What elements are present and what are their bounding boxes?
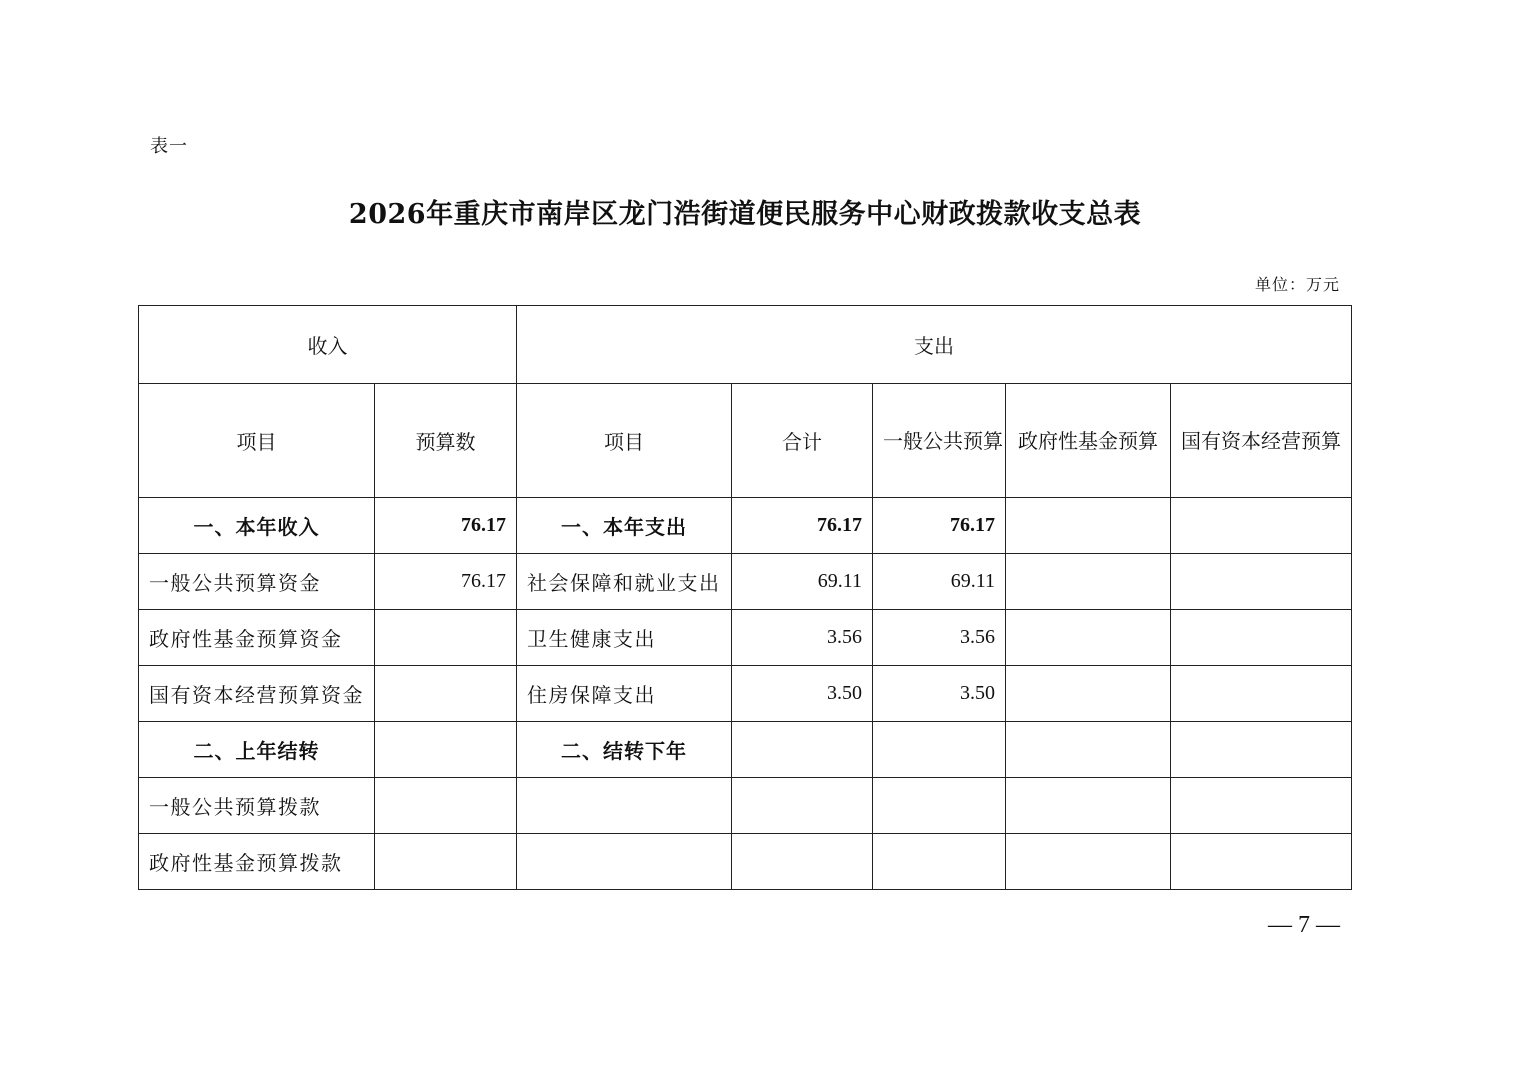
state-capital-value	[1171, 722, 1352, 778]
income-amount: 76.17	[375, 554, 517, 610]
income-item: 国有资本经营预算资金	[139, 666, 375, 722]
expense-item: 社会保障和就业支出	[517, 554, 732, 610]
state-capital-value	[1171, 778, 1352, 834]
general-budget-value	[873, 834, 1006, 890]
unit-label: 单位：万元	[1254, 275, 1340, 294]
expense-item: 一、本年支出	[517, 498, 732, 554]
state-capital-budget-header: 国有资本经营预算	[1171, 384, 1352, 498]
gov-fund-value	[1006, 554, 1171, 610]
income-header: 收入	[139, 306, 517, 384]
page-number: — 7 —	[1268, 912, 1340, 938]
table-row	[139, 834, 1352, 890]
document-title: 2026年重庆市南岸区龙门浩街道便民服务中心财政拨款收支总表	[348, 199, 1142, 230]
expense-total	[732, 834, 873, 890]
gov-fund-budget-header: 政府性基金预算	[1006, 384, 1171, 498]
general-budget-value: 3.56	[873, 610, 1006, 666]
income-amount: 76.17	[375, 498, 517, 554]
budget-amount-header: 预算数	[375, 384, 517, 498]
income-amount	[375, 722, 517, 778]
expense-item: 卫生健康支出	[517, 610, 732, 666]
general-budget-value: 3.50	[873, 666, 1006, 722]
income-amount	[375, 778, 517, 834]
expense-header: 支出	[517, 306, 1352, 384]
expense-item: 住房保障支出	[517, 666, 732, 722]
income-item: 一般公共预算拨款	[139, 778, 375, 834]
table-label: 表一	[150, 136, 188, 157]
expense-item: 二、结转下年	[517, 722, 732, 778]
budget-summary-table	[138, 305, 1352, 890]
table-row	[139, 498, 1352, 554]
income-item: 二、上年结转	[139, 722, 375, 778]
income-amount	[375, 610, 517, 666]
expense-item	[517, 778, 732, 834]
group-header-row	[139, 306, 1352, 384]
income-item: 政府性基金预算拨款	[139, 834, 375, 890]
expense-total	[732, 778, 873, 834]
general-budget-value	[873, 722, 1006, 778]
table-row	[139, 666, 1352, 722]
income-item: 一、本年收入	[139, 498, 375, 554]
state-capital-value	[1171, 834, 1352, 890]
income-item: 政府性基金预算资金	[139, 610, 375, 666]
expense-total: 69.11	[732, 554, 873, 610]
expense-total: 3.50	[732, 666, 873, 722]
income-amount	[375, 834, 517, 890]
table-row	[139, 610, 1352, 666]
gov-fund-value	[1006, 610, 1171, 666]
state-capital-value	[1171, 554, 1352, 610]
gov-fund-value	[1006, 778, 1171, 834]
state-capital-value	[1171, 498, 1352, 554]
gov-fund-value	[1006, 722, 1171, 778]
state-capital-value	[1171, 666, 1352, 722]
general-budget-value: 69.11	[873, 554, 1006, 610]
expense-total	[732, 722, 873, 778]
gov-fund-value	[1006, 498, 1171, 554]
table-row	[139, 554, 1352, 610]
table-row	[139, 778, 1352, 834]
expense-item	[517, 834, 732, 890]
income-item-header: 项目	[139, 384, 375, 498]
column-header-row	[139, 384, 1352, 498]
expense-total: 3.56	[732, 610, 873, 666]
general-budget-value	[873, 778, 1006, 834]
gov-fund-value	[1006, 834, 1171, 890]
state-capital-value	[1171, 610, 1352, 666]
income-item: 一般公共预算资金	[139, 554, 375, 610]
gov-fund-value	[1006, 666, 1171, 722]
total-header: 合计	[732, 384, 873, 498]
general-budget-value: 76.17	[873, 498, 1006, 554]
income-amount	[375, 666, 517, 722]
table-row	[139, 722, 1352, 778]
expense-total: 76.17	[732, 498, 873, 554]
general-budget-header: 一般公共预算	[873, 384, 1006, 498]
expense-item-header: 项目	[517, 384, 732, 498]
